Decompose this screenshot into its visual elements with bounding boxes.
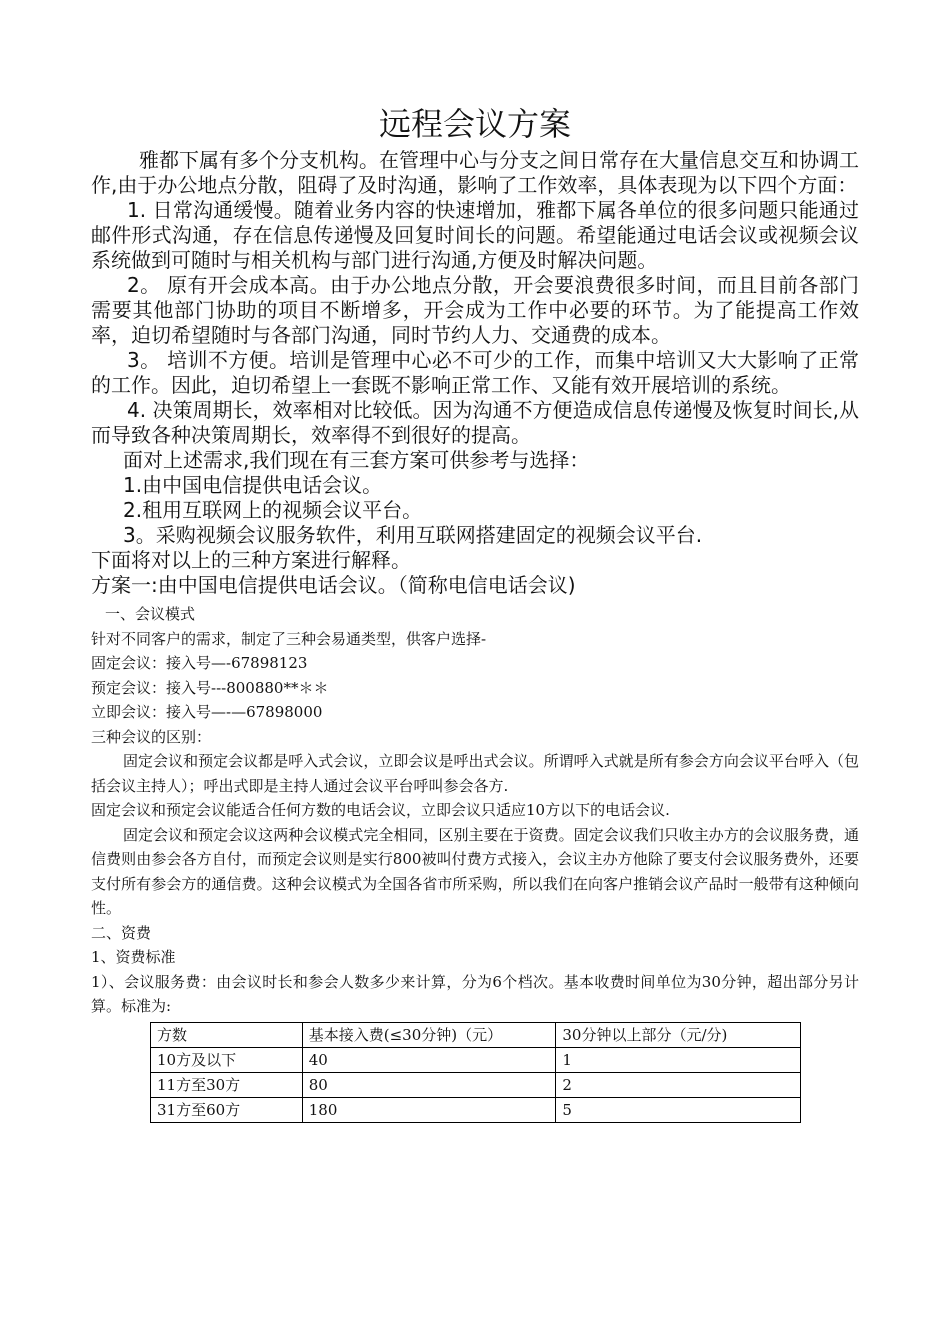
issue-item-1: 1. 日常沟通缓慢。随着业务内容的快速增加，雅都下属各单位的很多问题只能通过邮件形式沟通，存在信息传递慢及回复时间长的问题。希望能通过电话会议或视频会议系统做到可随时与相关机构与部门进行沟通,方便及时解决问题。 [91, 198, 859, 272]
table-cell: 11方至30方 [151, 1072, 303, 1097]
option-item-2: 2.租用互联网上的视频会议平台。 [123, 498, 423, 522]
table-cell: 2 [556, 1072, 801, 1097]
options-intro: 面对上述需求,我们现在有三套方案可供参考与选择： [123, 448, 590, 472]
difference-paragraph-3: 固定会议和预定会议这两种会议模式完全相同，区别主要在于资费。固定会议我们只收主办方的会议服务费，通信费则由参会各方自付，而预定会议则是实行800被叫付费方式接入，会议主办方他除了要支付会议服务费外，还要支付所有参会方的通信费。这种会议模式为全国各省市所采购，所以我们在向客户推销会议产品时一般带有这种倾向性。 [91, 825, 859, 917]
issue-item-3: 3。 培训不方便。培训是管理中心必不可少的工作，而集中培训又大大影响了正常的工作。因此，迫切希望上一套既不影响正常工作、又能有效开展培训的系统。 [91, 348, 859, 397]
difference-paragraph-2: 固定会议和预定会议能适合任何方数的电话会议，立即会议只适应10方以下的电话会议. [91, 801, 670, 819]
document-page [91, 100, 859, 1123]
table-cell: 10方及以下 [151, 1047, 303, 1072]
fee-table-header-row [151, 1022, 801, 1047]
table-row [151, 1072, 801, 1097]
table-row [151, 1097, 801, 1122]
plan1-heading: 方案一:由中国电信提供电话会议。（简称电信电话会议) [91, 573, 576, 597]
option-item-1: 1.由中国电信提供电话会议。 [123, 473, 383, 497]
table-cell: 180 [302, 1097, 556, 1122]
table-cell: 1 [556, 1047, 801, 1072]
fee-description: 1）、会议服务费：由会议时长和参会人数多少来计算，分为6个档次。基本收费时间单位为30分钟，超出部分另计算。标准为: [91, 972, 859, 1015]
table-row [151, 1047, 801, 1072]
table-cell: 80 [302, 1072, 556, 1097]
meeting-type-fixed: 固定会议：接入号—-67898123 [91, 654, 308, 672]
meeting-type-scheduled: 预定会议：接入号---800880**＊＊ [91, 678, 329, 697]
difference-heading: 三种会议的区别： [91, 727, 212, 746]
fee-table-header-cell: 方数 [151, 1022, 303, 1047]
table-cell: 31方至60方 [151, 1097, 303, 1122]
explain-line: 下面将对以上的三种方案进行解释。 [91, 548, 411, 572]
table-cell: 40 [302, 1047, 556, 1072]
section2-heading: 二、资费 [91, 923, 152, 942]
fee-table-header-cell: 基本接入费(≤30分钟)（元） [302, 1022, 556, 1047]
plan1-section [91, 602, 859, 1019]
option-item-3: 3。采购视频会议服务软件，利用互联网搭建固定的视频会议平台. [123, 523, 703, 547]
page-title: 远程会议方案 [378, 105, 571, 143]
fee-table-header-cell: 30分钟以上部分（元/分) [556, 1022, 801, 1047]
intro-paragraph: 雅都下属有多个分支机构。在管理中心与分支之间日常存在大量信息交互和协调工作,由于办公地点分散，阻碍了及时沟通，影响了工作效率，具体表现为以下四个方面： [91, 148, 859, 197]
issue-item-2: 2。 原有开会成本高。由于办公地点分散，开会要浪费很多时间，而且目前各部门需要其他部门协助的项目不断增多，开会成为工作中必要的环节。为了能提高工作效率，迫切希望随时与各部门沟通，同时节约人力、交通费的成本。 [91, 273, 859, 347]
table-cell: 5 [556, 1097, 801, 1122]
intro-section [91, 148, 859, 598]
difference-paragraph-1: 固定会议和预定会议都是呼入式会议，立即会议是呼出式会议。所谓呼入式就是所有参会方向会议平台呼入（包括会议主持人）；呼出式即是主持人通过会议平台呼叫参会各方. [91, 752, 859, 795]
issue-item-4: 4. 决策周期长，效率相对比较低。因为沟通不方便造成信息传递慢及恢复时间长,从而导致各种决策周期长，效率得不到很好的提高。 [91, 398, 859, 447]
fee-table [150, 1022, 801, 1123]
fee-standard-heading: 1、资费标准 [91, 948, 176, 966]
section1-intro: 针对不同客户的需求，制定了三种会易通类型，供客户选择- [91, 629, 487, 648]
meeting-type-instant: 立即会议：接入号—-—67898000 [91, 703, 323, 721]
section1-heading: 一、会议模式 [105, 605, 196, 623]
